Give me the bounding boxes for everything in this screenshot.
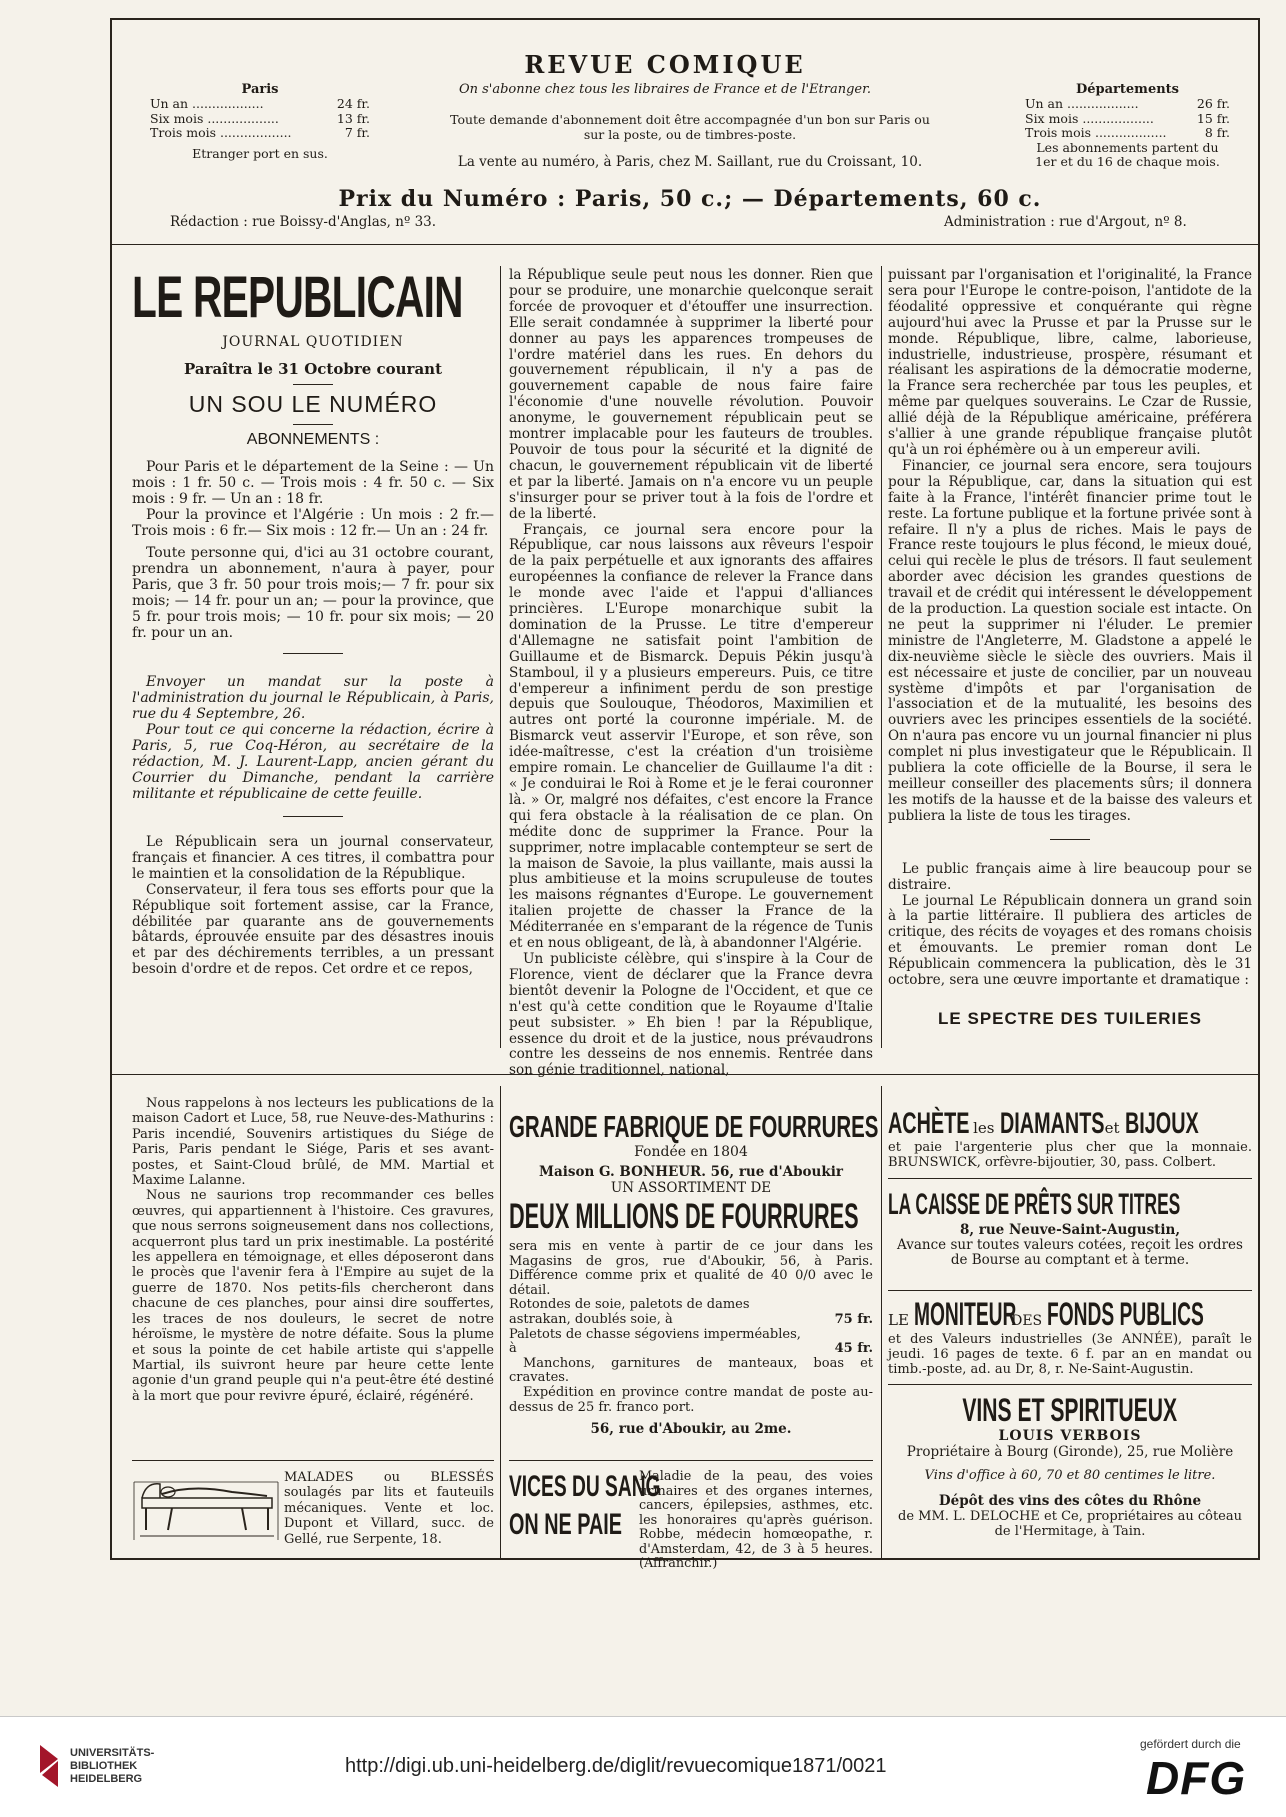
ad-malades-text: MALADES ou BLESSÉS soulagés par lits et fauteuils mécaniques. Vente et loc. Dupont et Villard, succ. de Gellé, rue Serpente, 18. xyxy=(284,1470,494,1547)
republicain-subtitle: JOURNAL QUOTIDIEN xyxy=(222,334,404,350)
ad-cadort-para-1: Nous rappelons à nos lecteurs les publications de la maison Cadort et Luce, 58, rue Neuve-des-Mathurins : Paris incendié, Souvenirs artistiques du Siége de Paris, Paris pendant le Siége, Paris et ses avant-postes, et Saint-Cloud brûlé, de MM. Martial et Maxime Lalanne. xyxy=(132,1096,494,1189)
moniteur-word: MONITEUR xyxy=(914,1296,1017,1332)
republicain-col-2 xyxy=(509,268,873,1079)
paris-rate-row xyxy=(150,126,370,141)
administration-address: Administration : rue d'Argout, nº 8. xyxy=(944,214,1187,230)
masthead-notice: Toute demande d'abonnement doit être accompagnée d'un bon sur Paris ou sur la poste, ou de timbres-poste. xyxy=(450,112,930,142)
dept-rate-row xyxy=(1025,112,1230,127)
moniteur-le: LE xyxy=(888,1311,909,1329)
achete-diamants: DIAMANTS xyxy=(999,1107,1105,1140)
library-logo-icon xyxy=(34,1741,64,1791)
article-conservateur: Conservateur, il fera tous ses efforts pour que la République soit fortement assise, car la France, débilitée par quarante ans de gouvernements bâtards, éprouvée ensuite par des désastres inouis et par des déchirements terribles, a un pressant besoin d'ordre et de repos. Cet ordre et ce repos, xyxy=(132,881,494,978)
article-col2-para-3: Un publiciste célèbre, qui s'inspire à la Cour de Florence, vient de déclarer que la France devra bientôt devenir la Pologne de l'Occident, et que ce n'est qu'à cette condition que le Royaume d'Italie peut subsister. » Eh bien ! par la République, essence du droit et de la justice, nous prévaudrons contre les desseins de nos ennemis. Rentrée dans son génie traditionnel, national, xyxy=(509,950,873,1079)
dept-rates-box xyxy=(1025,82,1230,170)
article-col3-para-2: Financier, ce journal sera encore, sera toujours pour la République, car, dans la situation qui est faite à la France, l'intérêt financier prime tout le reste. La fortune publique et la fortune privée sont à refaire. Il n'y a plus de riches. Mais le pays de France reste toujours le plus fécond, le mieux doué, celui qui recèle le plus de trésors. Il faut seulement aborder avec décision les grandes questions de travail et de crédit qui intéressent le développement de la production. La question sociale est intacte. On ne peut la supprimer ni l'éluder. Le premier ministre de l'Angleterre, M. Gladstone a appelé le dix-neuvième siècle le siècle des ouvriers. Mais il est nécessaire et juste de concilier, par un nouveau système d'impôts et par l'organisation de l'association et de la mutualité, les besoins des ouvriers avec les principes essentiels de la société. On n'aura pas encore vu un journal financier ni plus complet ni plus investigateur que le Républicain. Il publiera la cote officielle de la Bourse, il sera le meilleur conseiller des placements sûrs; il donnera les motifs de la hausse et de la baisse des valeurs et publiera la liste de tous les tirages. xyxy=(888,457,1252,824)
novel-title: LE SPECTRE DES TUILERIES xyxy=(938,1008,1202,1028)
vins-name: LOUIS VERBOIS xyxy=(998,1428,1142,1444)
dept-rate-row xyxy=(1025,97,1230,112)
abonnements-title: ABONNEMENTS : xyxy=(246,431,380,448)
masthead-subscribe: On s'abonne chez tous les libraires de France et de l'Etranger. xyxy=(458,82,872,97)
fourrures-item xyxy=(509,1298,873,1327)
dept-rates xyxy=(1025,97,1230,141)
republicain-col-3 xyxy=(888,268,1252,1027)
vices-text: Maladie de la peau, des voies urinaires et des organes internes, cancers, épilepsies, asthmes, etc. les honoraires qu'après guérison. Robbe, médecin homœopathe, r. d'Amsterdam, 42, de 3 à 5 heures. (Affranchir.) xyxy=(639,1469,873,1571)
vins-proprietaire: Propriétaire à Bourg (Gironde), 25, rue Molière xyxy=(906,1444,1234,1460)
article-intro: Le Républicain sera un journal conservateur, français et financier. A ces titres, il combattra pour le maintien et la consolidation de la République. xyxy=(132,834,494,882)
republicain-parution: Paraîtra le 31 Octobre courant xyxy=(183,360,443,378)
dept-rate-price: 8 fr. xyxy=(1204,125,1230,140)
article-col3-para-1: puissant par l'organisation et l'originalité, la France sera pour l'Europe le contre-poison, l'antidote de la féodalité oppressive et conquérante qui règne aujourd'hui avec la Prusse et par la Prusse sur le monde. République, libre, calme, laborieuse, industrielle, industrieuse, prospère, résumant et réalisant les aspirations de la démocratie moderne, la France sera recherchée par tous les peuples, et même par quelques souverains. Le Czar de Russie, allié déjà de la République américaine, préférera s'allier à une grande république française plutôt qu'à un roi éphémère ou à un empereur avili. xyxy=(888,267,1252,458)
paris-rate-price: 24 fr. xyxy=(336,96,370,111)
fourrures-item-label: Rotondes de soie, paletots de dames astrakan, doublés soie, à xyxy=(509,1297,750,1327)
achete-les: les xyxy=(973,1119,995,1137)
fourrures-items xyxy=(509,1298,873,1356)
ad-fourrures xyxy=(509,1109,879,1438)
republicain-price: UN SOU LE NUMÉRO xyxy=(188,391,438,417)
vices-title: VICES DU SANG xyxy=(509,1470,661,1503)
redaction-address: Rédaction : rue Boissy-d'Anglas, nº 33. xyxy=(170,214,437,230)
caisse-title: LA CAISSE DE PRÊTS SUR TITRES xyxy=(888,1188,1181,1221)
moniteur-text: et des Valeurs industrielles (3e ANNÉE), paraît le jeudi. 16 pages de texte. 6 f. par an en mandat ou timb.-poste, ad. au Dr, 8, r. Ne-Saint-Augustin. xyxy=(888,1332,1252,1377)
fourrures-item-price: 45 fr. xyxy=(834,1341,873,1357)
paris-rates xyxy=(150,97,370,141)
paris-rate-row xyxy=(150,97,370,112)
abonnements-paris: Pour Paris et le département de la Seine : — Un mois : 1 fr. 50 c. — Trois mois : 4 fr. 50 c. — Six mois : 9 fr. — Un an : 18 fr. xyxy=(132,459,494,507)
dept-rate-row xyxy=(1025,126,1230,141)
fourrures-maison: Maison G. BONHEUR. 56, rue d'Aboukir xyxy=(539,1164,843,1180)
ad-cadort-para-2: Nous ne saurions trop recommander ces belles œuvres, qui appartiennent à l'histoire. Ces gravures, que nous serrons soigneusement dans nos collections, acquerront plus tard un prix inestimable. La postérité les appellera en témoignage, et elles déposeront dans le procès que l'avenir fera à l'Empire au sujet de la guerre de 1870. Nos petits-fils chercheront dans chacune de ces planches, pour ainsi dire souffertes, les traces de nos douleurs, le secret de notre héroïsme, le mystère de notre défaite. Sous la plume et sous la pointe de cet habile artiste qui s'appelle Martial, ils suivront heure par heure cette lente agonie d'un grand peuple qui n'a peut-être été destiné à la mort que pour revivre épuré, éclairé, régénéré. xyxy=(132,1188,494,1404)
ads-column-rule-1 xyxy=(500,1086,501,1560)
vins-title: VINS ET SPIRITUEUX xyxy=(962,1392,1178,1428)
vins-depot-detail: de MM. L. DELOCHE et Ce, propriétaires au côteau de l'Hermitage, à Tain. xyxy=(898,1509,1242,1539)
ad-separator-right-3 xyxy=(888,1384,1252,1385)
achete-et: et xyxy=(1104,1119,1120,1137)
dept-note: Les abonnements partent du 1er et du 16 de chaque mois. xyxy=(1035,139,1220,169)
column-rule-2 xyxy=(881,266,882,1048)
ads-column-rule-2 xyxy=(881,1086,882,1560)
abonnements-province: Pour la province et l'Algérie : Un mois : 2 fr.— Trois mois : 6 fr.— Six mois : 12 fr.— Un an : 24 fr. xyxy=(132,507,494,539)
masthead-sale: La vente au numéro, à Paris, chez M. Saillant, rue du Croissant, 10. xyxy=(457,154,923,170)
fourrures-title: GRANDE FABRIQUE DE FOURRURES xyxy=(509,1109,879,1144)
caisse-address: 8, rue Neuve-Saint-Augustin, xyxy=(959,1222,1181,1238)
library-name: UNIVERSITÄTS- BIBLIOTHEK HEIDELBERG xyxy=(70,1747,155,1785)
fourrures-big: DEUX MILLIONS DE FOURRURES xyxy=(509,1197,859,1236)
dept-label: Départements xyxy=(1076,82,1179,97)
ad-separator-right-2 xyxy=(888,1290,1252,1291)
fourrures-founded: Fondée en 1804 xyxy=(634,1144,748,1160)
vins-depot: Dépôt des vins des côtes du Rhône xyxy=(938,1493,1202,1509)
masthead-title-box xyxy=(400,50,930,79)
masthead-rule xyxy=(112,244,1258,245)
fourrures-assortiment: UN ASSORTIMENT DE xyxy=(610,1180,772,1196)
caisse-text: Avance sur toutes valeurs cotées, reçoit les ordres de Bourse au comptant et à terme. xyxy=(897,1237,1243,1268)
article-col2-para-1: la République seule peut nous les donner. Rien que pour se produire, une monarchie quelconque serait forcée de provoquer et d'étouffer une insurrection. Elle serait condamnée à supprimer la liberté pour donner au pays les apparences trompeuses de l'ordre matériel dans les rues. En dehors du gouvernement républicain, il n'y a pas de gouvernement capable de nous faire faire l'économie d'une nouvelle révolution. Pouvoir anonyme, le gouvernement républicain peut se montrer implacable pour les fauteurs de troubles. Pouvoir de tous pour la sécurité et la dignité de chacun, le gouvernement républicain vit de liberté et par la liberté. Jamais on n'a encore vu un peuple s'insurger pour se priver tout à la fois de l'ordre et de la liberté. xyxy=(509,267,873,522)
dept-rate-price: 15 fr. xyxy=(1196,110,1230,126)
ad-separator-left xyxy=(132,1460,494,1461)
dept-rate-period: Trois mois .................. xyxy=(1025,125,1167,140)
paris-rate-period: Six mois .................. xyxy=(150,110,279,126)
fourrures-item-price: 75 fr. xyxy=(834,1311,873,1327)
achete-bijoux: BIJOUX xyxy=(1124,1107,1199,1140)
article-col3-para-4: Le journal Le Républicain donnera un grand soin à la partie littéraire. Il publiera des articles de critique, des récits de voyages et des romans choisis et émouvants. Le premier roman dont Le Républicain commencera la publication, dès le 31 octobre, sera une œuvre importante et dramatique : xyxy=(888,892,1252,989)
achete-word: ACHÈTE xyxy=(888,1107,970,1140)
paris-label: Paris xyxy=(241,82,279,97)
republicain-col-1 xyxy=(132,265,494,978)
dept-rate-price: 26 fr. xyxy=(1196,96,1230,111)
vices-onnepaie: ON NE PAIE xyxy=(509,1508,622,1541)
paris-rate-price: 13 fr. xyxy=(336,110,370,126)
ad-vices xyxy=(509,1469,873,1571)
paris-rate-row xyxy=(150,112,370,127)
ad-vins xyxy=(888,1392,1252,1539)
price-line: Prix du Numéro : Paris, 50 c.; — Départements, 60 c. xyxy=(338,186,1042,212)
footer-bar xyxy=(0,1716,1286,1817)
ad-moniteur xyxy=(888,1296,1252,1377)
dept-rate-period: Un an .................. xyxy=(1025,96,1139,111)
fourrures-text: sera mis en vente à partir de ce jour dans les Magasins de gros, rue d'Aboukir, 56, à Paris. Différence comme prix et qualité de 40 0/0 avec le détail. xyxy=(509,1239,873,1298)
paris-rates-box xyxy=(150,82,370,161)
funded-by: gefördert durch die xyxy=(1140,1737,1241,1751)
dfg-logo: DFG xyxy=(1146,1752,1247,1804)
bed-illustration-icon xyxy=(132,1474,282,1544)
subscription-offer: Toute personne qui, d'ici au 31 octobre courant, prendra un abonnement, n'aura à payer, pour Paris, que 3 fr. 50 pour trois mois;— 7 fr. pour six mois; — 14 fr. pour un an; — pour la province, que 5 fr. pour trois mois; — 10 fr. pour six mois; — 20 fr. pour un an. xyxy=(132,545,494,641)
ads-rule xyxy=(112,1074,1258,1075)
redaction-note: Pour tout ce qui concerne la rédaction, écrire à Paris, 5, rue Coq-Héron, au secrétaire de la rédaction, M. J. Laurent-Lapp, ancien gérant du Courrier du Dimanche, pendant la carrière militante et républicaine de cette feuille. xyxy=(132,722,494,802)
article-col3-para-3: Le public français aime à lire beaucoup pour se distraire. xyxy=(888,860,1252,893)
ad-separator-right-1 xyxy=(888,1178,1252,1179)
source-url[interactable]: http://digi.ub.uni-heidelberg.de/diglit/revuecomique1871/0021 xyxy=(345,1755,887,1777)
dept-rate-period: Six mois .................. xyxy=(1025,110,1154,126)
vins-offer: Vins d'office à 60, 70 et 80 centimes le litre. xyxy=(924,1468,1216,1483)
ad-cadort xyxy=(132,1096,494,1404)
mandat-note: Envoyer un mandat sur la poste à l'administration du journal le Républicain, à Paris, rue du 4 Septembre, 26. xyxy=(132,674,494,722)
ad-caisse xyxy=(888,1188,1252,1268)
paris-rate-period: Trois mois .................. xyxy=(150,125,292,140)
paris-rate-price: 7 fr. xyxy=(344,125,370,140)
column-rule-1 xyxy=(500,266,501,1048)
article-col2-para-2: Français, ce journal sera encore pour la République, car nous laissons aux rêveurs l'espoir de la paix perpétuelle et aux ignorants des affaires européennes la confiance de relever la France dans le monde avec l'aide et l'appui d'alliances princières. L'Europe monarchique subit la domination de la Prusse. Le titre d'empereur d'Allemagne ne satisfait point l'ambition de Guillaume et de Bismarck. Depuis Pékin jusqu'à Stamboul, il y a plusieurs empereurs. Puis, ce titre d'empereur a infiniment perdu de son prestige depuis que Soulouque, Théodoros, Maximilien et autres ont porté la couronne impériale. M. de Bismarck veut asservir l'Europe, et son rêve, son idée-maîtresse, c'est la création d'un troisième empire romain. Le chancelier de Guillaume l'a dit : « Je conduirai le Roi à Rome et je le ferai couronner là. » Or, malgré nos défaites, c'est encore la France qui fera obstacle à la réalisation de ce plan. On médite donc de supprimer la France. Pour la supprimer, notre implacable contempteur se sert de la maison de Savoie, la plus vaillante, mais aussi la plus ambitieuse et la moins scrupuleuse de toutes les maisons régnantes d'Europe. Le gouvernement italien projette de chasser la France de la Méditerranée en s'emparant de la régence de Tunis et en nous obligeant, de là, à abandonner l'Algérie. xyxy=(509,521,873,952)
moniteur-fonds: FONDS PUBLICS xyxy=(1047,1296,1205,1332)
fourrures-item xyxy=(509,1328,873,1357)
republicain-title: LE REPUBLICAIN xyxy=(132,265,463,330)
ad-separator-middle xyxy=(509,1460,873,1461)
paris-foreign: Etranger port en sus. xyxy=(192,145,328,161)
fourrures-expedition: Expédition en province contre mandat de poste au-dessus de 25 fr. franco port. xyxy=(509,1384,873,1415)
paris-rate-period: Un an .................. xyxy=(150,96,264,111)
ad-malades xyxy=(132,1470,494,1547)
fourrures-item-label: Paletots de chasse ségoviens imperméables, à xyxy=(509,1326,801,1357)
achete-text: et paie l'argenterie plus cher que la monnaie. BRUNSWICK, orfèvre-bijoutier, 30, pass. Colbert. xyxy=(888,1140,1252,1170)
ad-achete xyxy=(888,1108,1252,1170)
moniteur-des: DES xyxy=(1011,1313,1043,1329)
fourrures-address: 56, rue d'Aboukir, au 2me. xyxy=(590,1421,792,1438)
fourrures-manchons: Manchons, garnitures de manteaux, boas et cravates. xyxy=(509,1355,873,1386)
masthead-title: REVUE COMIQUE xyxy=(524,50,806,79)
